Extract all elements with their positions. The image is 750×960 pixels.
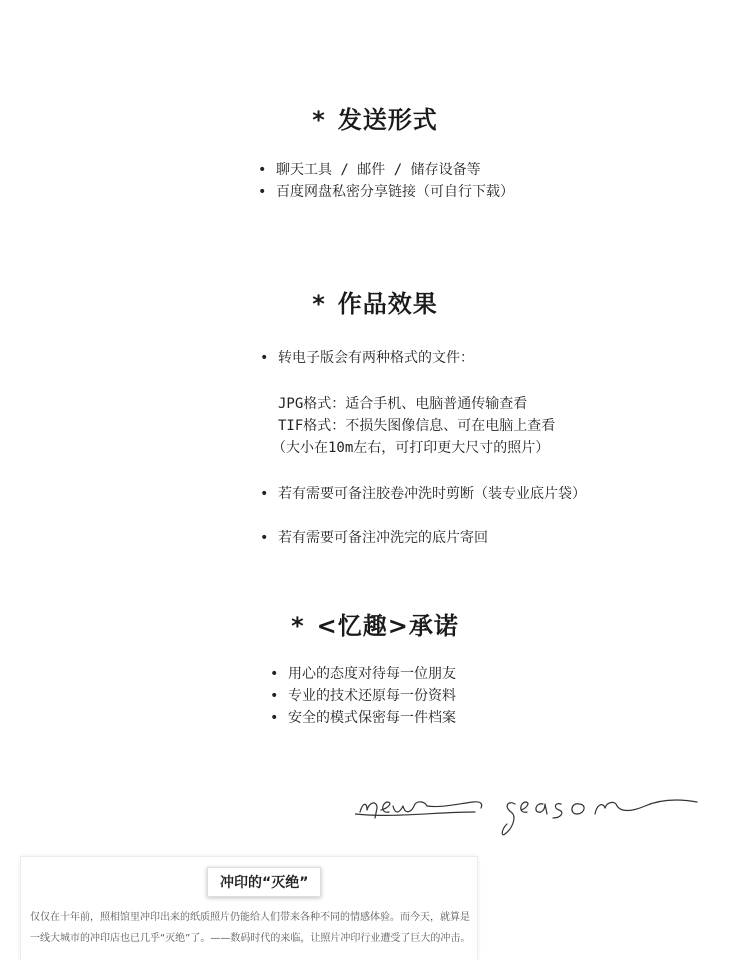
section-heading-promise xyxy=(0,606,750,641)
bullet-icon: • xyxy=(260,530,269,546)
list-item-text: 转电子版会有两种格式的文件： xyxy=(278,350,474,366)
article-card xyxy=(20,856,478,960)
list-item-text: 安全的模式保密每一件档案 xyxy=(288,710,456,726)
heading-star: * xyxy=(312,290,326,318)
list-item xyxy=(258,160,481,180)
bullet-icon: • xyxy=(258,162,267,178)
list-item-text: 聊天工具 / 邮件 / 储存设备等 xyxy=(276,162,481,178)
heading-text: <忆趣>承诺 xyxy=(316,612,459,640)
list-item-text: 专业的技术还原每一份资料 xyxy=(288,688,456,704)
list-item xyxy=(260,348,474,368)
list-item-text: JPG格式：适合手机、电脑普通传输查看 xyxy=(278,396,528,412)
list-item-text: （大小在10m左右，可打印更大尺寸的照片） xyxy=(272,440,550,456)
new-season-script-logo xyxy=(355,782,705,838)
bullet-icon: • xyxy=(258,184,267,200)
heading-star: * xyxy=(291,612,305,640)
list-item xyxy=(260,484,586,504)
heading-star: * xyxy=(312,106,326,134)
bullet-icon: • xyxy=(260,486,269,502)
card-title: 冲印的“灭绝” xyxy=(207,867,321,897)
list-item-text: 用心的态度对待每一位朋友 xyxy=(288,666,456,682)
heading-text: 发送形式 xyxy=(337,106,438,134)
bullet-icon: • xyxy=(260,350,269,366)
bullet-icon: • xyxy=(270,688,279,704)
list-item-text: 若有需要可备注冲洗完的底片寄回 xyxy=(278,530,488,546)
bullet-icon: • xyxy=(270,666,279,682)
list-item-sub xyxy=(278,394,527,414)
list-item-sub xyxy=(272,438,549,458)
bullet-icon: • xyxy=(270,710,279,726)
list-item xyxy=(258,182,514,202)
section-heading-effect xyxy=(0,284,750,319)
list-item-sub xyxy=(278,416,555,436)
list-item xyxy=(260,528,488,548)
card-body-text: 仅仅在十年前，照相馆里冲印出来的纸质照片仍能给人们带来各种不同的情感体验。而今天，就算是一线大城市的冲印店也已几乎“灭绝”了。——数码时代的来临，让照片冲印行业遭受了巨大的冲击。 xyxy=(30,912,471,944)
list-item-text: 百度网盘私密分享链接（可自行下载） xyxy=(276,184,514,200)
heading-text: 作品效果 xyxy=(337,290,438,318)
list-item xyxy=(270,686,456,706)
list-item xyxy=(270,664,456,684)
list-item xyxy=(270,708,456,728)
list-item-text: TIF格式：不损失图像信息、可在电脑上查看 xyxy=(278,418,556,434)
section-heading-send-format xyxy=(0,100,750,135)
list-item-text: 若有需要可备注胶卷冲洗时剪断（装专业底片袋） xyxy=(278,486,586,502)
